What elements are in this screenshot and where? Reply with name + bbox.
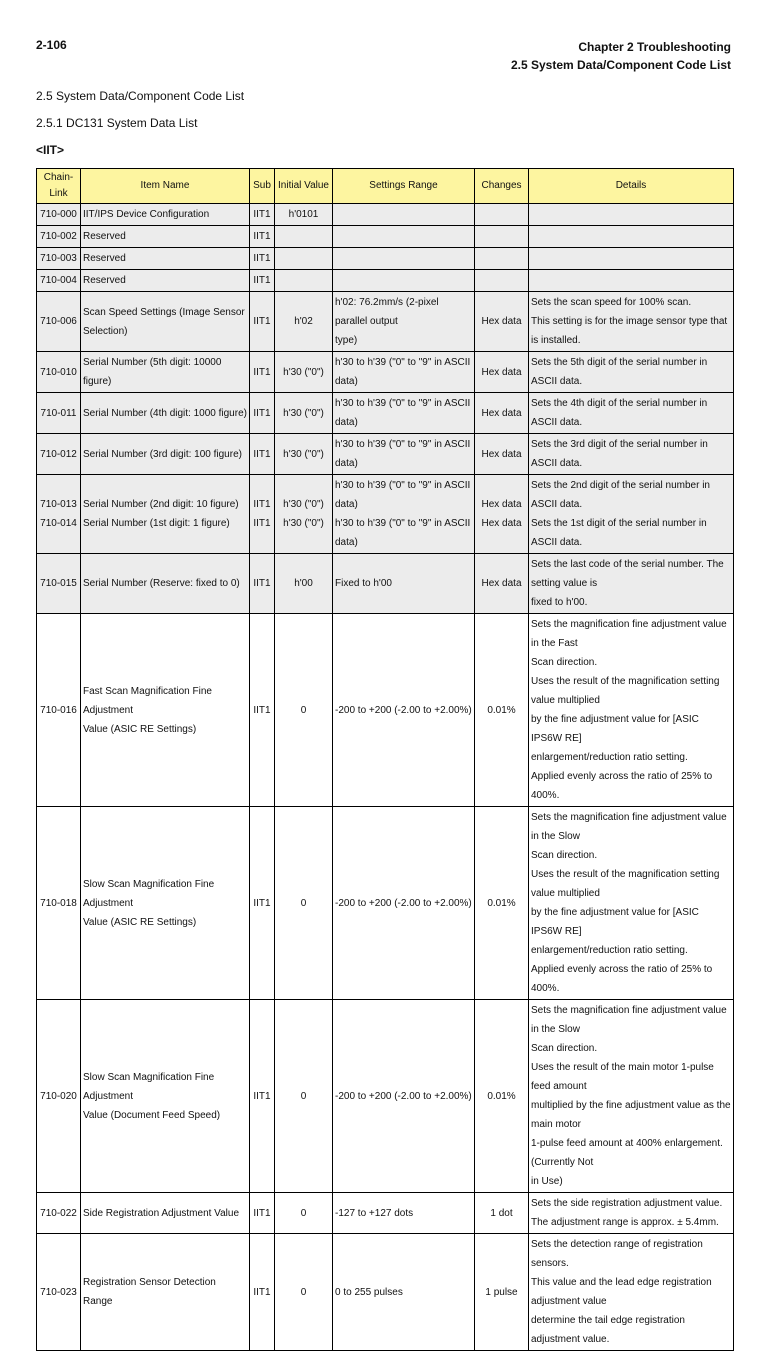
chain-link-cell [37, 226, 81, 248]
cell-text [335, 227, 472, 246]
cell-text: IIT1 [253, 253, 271, 264]
cell-text: Sets the detection range of registration sensors. [531, 1239, 703, 1269]
cell-text: Slow Scan Magnification Fine Adjustment [83, 878, 215, 909]
cell-text: 710-010 [40, 366, 77, 378]
details-cell [529, 270, 734, 292]
changes-cell [475, 1193, 529, 1234]
table-header-row [37, 169, 734, 204]
chain-link-cell [37, 292, 81, 352]
cell-text: Scan direction. [531, 657, 598, 668]
cell-text: Uses the result of the main motor 1-pulse feed amount [531, 1062, 714, 1092]
chain-link-cell [37, 1193, 81, 1234]
table-row [37, 352, 734, 393]
cell-text: 710-015 [40, 578, 77, 589]
changes-cell [475, 1000, 529, 1193]
cell-text: Fast Scan Magnification Fine Adjustment [83, 685, 212, 716]
cell-text: Uses the result of the magnification setting value multiplied [531, 869, 720, 899]
cell-text: 0 [300, 897, 307, 909]
initial-value-cell [275, 1000, 333, 1193]
cell-text: Applied evenly across the ratio of 25% to 400%. [531, 771, 713, 801]
cell-text: Hex data [481, 407, 522, 419]
cell-text: -127 to +127 dots [335, 1207, 414, 1219]
changes-cell [475, 393, 529, 434]
sub-cell [250, 393, 275, 434]
cell-text: h'30 ("0") [283, 448, 324, 460]
chain-link-cell [37, 1234, 81, 1351]
item-name-cell [81, 204, 250, 226]
cell-text: 710-006 [40, 316, 77, 327]
cell-text: 710-011 [40, 407, 77, 419]
cell-text: Value (ASIC RE Settings) [83, 723, 197, 735]
cell-text: IIT1 [253, 407, 271, 419]
details-cell [529, 614, 734, 807]
table-row [37, 226, 734, 248]
cell-text: 710-013 [40, 499, 77, 510]
table-row [37, 248, 734, 270]
cell-text [477, 205, 526, 224]
initial-value-cell [275, 807, 333, 1000]
sub-cell [250, 807, 275, 1000]
details-cell [529, 248, 734, 270]
cell-text: IIT1 [253, 578, 271, 589]
cell-text: The adjustment range is approx. ± 5.4mm. [531, 1217, 719, 1228]
cell-text: h'30 ("0") [283, 499, 324, 510]
cell-text: IIT1 [253, 1207, 271, 1219]
cell-text: 0.01% [487, 897, 516, 909]
cell-text: h'30 to h'39 ("0" to "9" in ASCII data) [335, 439, 471, 469]
sub-cell [250, 270, 275, 292]
subsection-heading: 2.5.1 DC131 System Data List [36, 116, 198, 130]
settings-range-cell [333, 270, 475, 292]
sub-cell [250, 226, 275, 248]
cell-text: IIT1 [253, 209, 271, 220]
cell-text: Sets the magnification fine adjustment value in the Slow [531, 812, 727, 842]
cell-text: 710-014 [40, 518, 77, 529]
cell-text: 710-020 [40, 1090, 77, 1102]
initial-value-cell [275, 352, 333, 393]
sub-cell [250, 434, 275, 475]
table-row [37, 292, 734, 352]
cell-text: Sets the 5th digit of the serial number in ASCII data. [531, 357, 708, 387]
cell-text: Scan direction. [531, 1043, 598, 1054]
cell-text: Reserved [83, 275, 126, 286]
cell-text: Side Registration Adjustment Value [83, 1207, 240, 1219]
sub-cell [250, 248, 275, 270]
changes-cell [475, 475, 529, 554]
chain-link-cell [37, 434, 81, 475]
cell-text: 1 dot [490, 1207, 513, 1219]
table-row [37, 1193, 734, 1234]
cell-text [277, 249, 330, 268]
settings-range-cell [333, 1234, 475, 1351]
initial-value-cell [275, 226, 333, 248]
details-cell [529, 1193, 734, 1234]
cell-text: h'30 to h'39 ("0" to "9" in ASCII data) [335, 518, 471, 548]
cell-text: 710-004 [40, 275, 77, 286]
cell-text: Hex data [481, 316, 522, 327]
cell-text: Slow Scan Magnification Fine Adjustment [83, 1071, 215, 1102]
cell-text: IIT1 [253, 366, 271, 378]
cell-text: Serial Number (Reserve: fixed to 0) [83, 578, 240, 589]
settings-range-cell [333, 614, 475, 807]
cell-text: h'02 [294, 316, 313, 327]
cell-text: -200 to +200 (-2.00 to +2.00%) [335, 1090, 472, 1102]
cell-text: -200 to +200 (-2.00 to +2.00%) [335, 897, 472, 909]
table-row [37, 270, 734, 292]
cell-text [335, 205, 472, 224]
cell-text: 0 [300, 1090, 307, 1102]
cell-text: h'02: 76.2mm/s (2-pixel parallel output [335, 297, 439, 327]
cell-text: 710-012 [40, 448, 77, 460]
item-name-cell [81, 554, 250, 614]
cell-text: IIT1 [253, 897, 271, 909]
cell-text: h'00 [294, 578, 313, 589]
cell-text [335, 249, 472, 268]
cell-text: This value and the lead edge registration adjustment value [531, 1277, 712, 1307]
column-header: Initial Value [275, 169, 333, 204]
details-cell [529, 226, 734, 248]
settings-range-cell [333, 248, 475, 270]
details-cell [529, 292, 734, 352]
sub-cell [250, 1193, 275, 1234]
initial-value-cell [275, 270, 333, 292]
initial-value-cell [275, 248, 333, 270]
cell-text [477, 227, 526, 246]
cell-text: Sets the scan speed for 100% scan. [531, 297, 692, 308]
chain-link-cell [37, 270, 81, 292]
cell-text: 0 to 255 pulses [335, 1286, 403, 1298]
item-name-cell [81, 292, 250, 352]
changes-cell [475, 226, 529, 248]
changes-cell [475, 292, 529, 352]
page-number: 2-106 [36, 38, 67, 52]
cell-text: 0.01% [487, 704, 516, 716]
cell-text: Sets the last code of the serial number. The setting value is [531, 559, 724, 589]
cell-text: Hex data [481, 448, 522, 460]
chain-link-cell [37, 352, 81, 393]
cell-text: 710-023 [40, 1286, 77, 1298]
cell-text [335, 271, 472, 290]
column-header: Item Name [81, 169, 250, 204]
cell-text [531, 271, 731, 290]
changes-cell [475, 270, 529, 292]
chapter-title: Chapter 2 Troubleshooting [578, 40, 731, 54]
chain-link-cell [37, 393, 81, 434]
cell-text: fixed to h'00. [531, 597, 588, 608]
cell-text [277, 227, 330, 246]
cell-text [477, 249, 526, 268]
initial-value-cell [275, 204, 333, 226]
initial-value-cell [275, 1193, 333, 1234]
cell-text: IIT1 [253, 275, 271, 286]
item-name-cell [81, 807, 250, 1000]
item-name-cell [81, 614, 250, 807]
chain-link-cell [37, 807, 81, 1000]
cell-text: enlargement/reduction ratio setting. [531, 945, 688, 956]
cell-text: 1 pulse [485, 1286, 518, 1298]
changes-cell [475, 554, 529, 614]
sub-cell [250, 292, 275, 352]
cell-text: IIT1 [253, 518, 271, 529]
cell-text: IIT1 [253, 231, 271, 242]
cell-text: Uses the result of the magnification setting value multiplied [531, 676, 720, 706]
item-name-cell [81, 352, 250, 393]
table-row [37, 1234, 734, 1351]
settings-range-cell [333, 434, 475, 475]
details-cell [529, 807, 734, 1000]
sub-cell [250, 1000, 275, 1193]
settings-range-cell [333, 1193, 475, 1234]
cell-text: multiplied by the fine adjustment value as the main motor [531, 1100, 731, 1130]
cell-text: Value (ASIC RE Settings) [83, 916, 197, 928]
settings-range-cell [333, 393, 475, 434]
cell-text: 710-022 [40, 1207, 77, 1219]
cell-text: type) [335, 335, 358, 346]
details-cell [529, 352, 734, 393]
table-row [37, 807, 734, 1000]
cell-text: Registration Sensor Detection Range [83, 1277, 216, 1307]
changes-cell [475, 1234, 529, 1351]
cell-text: by the fine adjustment value for [ASIC IPS6W RE] [531, 714, 699, 744]
sub-cell [250, 614, 275, 807]
cell-text [531, 205, 731, 224]
section-heading: 2.5 System Data/Component Code List [36, 89, 245, 103]
sub-cell [250, 475, 275, 554]
table-body [37, 204, 734, 1351]
sub-cell [250, 352, 275, 393]
cell-text: Serial Number (3rd digit: 100 figure) [83, 448, 242, 460]
cell-text: 710-018 [40, 897, 77, 909]
cell-text: 0.01% [487, 1090, 516, 1102]
cell-text: Applied evenly across the ratio of 25% to 400%. [531, 964, 713, 994]
cell-text: Hex data [481, 578, 522, 589]
cell-text: Serial Number (4th digit: 1000 figure) [83, 407, 247, 419]
item-name-cell [81, 1193, 250, 1234]
cell-text: Sets the magnification fine adjustment value in the Fast [531, 619, 727, 649]
column-header: Sub [250, 169, 275, 204]
chain-link-cell [37, 614, 81, 807]
cell-text: h'30 ("0") [283, 407, 324, 419]
item-name-cell [81, 475, 250, 554]
cell-text: Fixed to h'00 [335, 578, 392, 589]
item-name-cell [81, 226, 250, 248]
chain-link-cell [37, 204, 81, 226]
cell-text: Serial Number (2nd digit: 10 figure) [83, 499, 239, 510]
details-cell [529, 1000, 734, 1193]
cell-text: Reserved [83, 253, 126, 264]
item-name-cell [81, 248, 250, 270]
cell-text: 710-000 [40, 209, 77, 220]
cell-text: -200 to +200 (-2.00 to +2.00%) [335, 704, 472, 716]
cell-text: Scan direction. [531, 850, 598, 861]
cell-text: Sets the 1st digit of the serial number in ASCII data. [531, 518, 707, 548]
sub-cell [250, 204, 275, 226]
cell-text: Sets the 4th digit of the serial number in ASCII data. [531, 398, 708, 428]
column-header: Settings Range [333, 169, 475, 204]
cell-text: h'30 to h'39 ("0" to "9" in ASCII data) [335, 480, 471, 510]
item-name-cell [81, 1000, 250, 1193]
table-row [37, 614, 734, 807]
cell-text: 0 [300, 1207, 307, 1219]
item-name-cell [81, 393, 250, 434]
settings-range-cell [333, 807, 475, 1000]
table-row [37, 475, 734, 554]
cell-text: Sets the magnification fine adjustment value in the Slow [531, 1005, 727, 1035]
initial-value-cell [275, 475, 333, 554]
cell-text: 710-003 [40, 253, 77, 264]
column-header: Changes [475, 169, 529, 204]
details-cell [529, 204, 734, 226]
chain-link-cell [37, 475, 81, 554]
cell-text: IIT1 [253, 1286, 271, 1298]
cell-text: Value (Document Feed Speed) [83, 1109, 221, 1121]
system-data-table [36, 168, 734, 1351]
table-row [37, 393, 734, 434]
cell-text: 710-002 [40, 231, 77, 242]
group-heading: <IIT> [36, 143, 65, 157]
cell-text: Sets the 2nd digit of the serial number in ASCII data. [531, 480, 710, 510]
cell-text: h'0101 [288, 209, 319, 220]
initial-value-cell [275, 614, 333, 807]
cell-text: IIT1 [253, 1090, 271, 1102]
cell-text [477, 271, 526, 290]
initial-value-cell [275, 393, 333, 434]
cell-text: determine the tail edge registration adjustment value. [531, 1315, 685, 1345]
cell-text: This setting is for the image sensor type that is installed. [531, 316, 728, 346]
item-name-cell [81, 1234, 250, 1351]
cell-text [531, 227, 731, 246]
details-cell [529, 1234, 734, 1351]
table-row [37, 554, 734, 614]
changes-cell [475, 248, 529, 270]
table-row [37, 434, 734, 475]
cell-text: h'30 to h'39 ("0" to "9" in ASCII data) [335, 357, 471, 387]
column-header: Details [529, 169, 734, 204]
column-header: Chain-Link [37, 169, 81, 204]
item-name-cell [81, 270, 250, 292]
settings-range-cell [333, 1000, 475, 1193]
initial-value-cell [275, 292, 333, 352]
cell-text: Sets the 3rd digit of the serial number in ASCII data. [531, 439, 708, 469]
settings-range-cell [333, 352, 475, 393]
cell-text: 0 [300, 704, 307, 716]
cell-text: 0 [300, 1286, 307, 1298]
changes-cell [475, 434, 529, 475]
cell-text: by the fine adjustment value for [ASIC IPS6W RE] [531, 907, 699, 937]
cell-text [277, 271, 330, 290]
settings-range-cell [333, 204, 475, 226]
sub-cell [250, 1234, 275, 1351]
cell-text: enlargement/reduction ratio setting. [531, 752, 688, 763]
cell-text: h'30 ("0") [283, 518, 324, 529]
changes-cell [475, 352, 529, 393]
cell-text: h'30 ("0") [283, 366, 324, 378]
cell-text: h'30 to h'39 ("0" to "9" in ASCII data) [335, 398, 471, 428]
initial-value-cell [275, 1234, 333, 1351]
details-cell [529, 434, 734, 475]
cell-text: Hex data [481, 518, 522, 529]
details-cell [529, 554, 734, 614]
cell-text: Serial Number (1st digit: 1 figure) [83, 518, 230, 529]
initial-value-cell [275, 434, 333, 475]
sub-cell [250, 554, 275, 614]
settings-range-cell [333, 226, 475, 248]
cell-text: 710-016 [40, 704, 77, 716]
settings-range-cell [333, 475, 475, 554]
cell-text: Serial Number (5th digit: 10000 figure) [83, 357, 222, 387]
cell-text [531, 249, 731, 268]
cell-text: Hex data [481, 366, 522, 378]
cell-text: Sets the side registration adjustment value. [531, 1198, 723, 1209]
changes-cell [475, 204, 529, 226]
changes-cell [475, 614, 529, 807]
chain-link-cell [37, 554, 81, 614]
details-cell [529, 393, 734, 434]
table-row [37, 1000, 734, 1193]
details-cell [529, 475, 734, 554]
section-title: 2.5 System Data/Component Code List [510, 58, 731, 72]
cell-text: IIT1 [253, 704, 271, 716]
cell-text: 1-pulse feed amount at 400% enlargement. (Currently Not [531, 1138, 723, 1168]
cell-text: IIT/IPS Device Configuration [83, 209, 210, 220]
initial-value-cell [275, 554, 333, 614]
cell-text: IIT1 [253, 448, 271, 460]
table-row [37, 204, 734, 226]
cell-text: in Use) [531, 1176, 563, 1187]
cell-text: Hex data [481, 499, 522, 510]
cell-text: IIT1 [253, 316, 271, 327]
settings-range-cell [333, 292, 475, 352]
item-name-cell [81, 434, 250, 475]
cell-text: Reserved [83, 231, 126, 242]
cell-text: IIT1 [253, 499, 271, 510]
cell-text: Scan Speed Settings (Image Sensor Selection) [83, 306, 245, 337]
chain-link-cell [37, 1000, 81, 1193]
chapter-header [511, 38, 731, 74]
chain-link-cell [37, 248, 81, 270]
settings-range-cell [333, 554, 475, 614]
changes-cell [475, 807, 529, 1000]
